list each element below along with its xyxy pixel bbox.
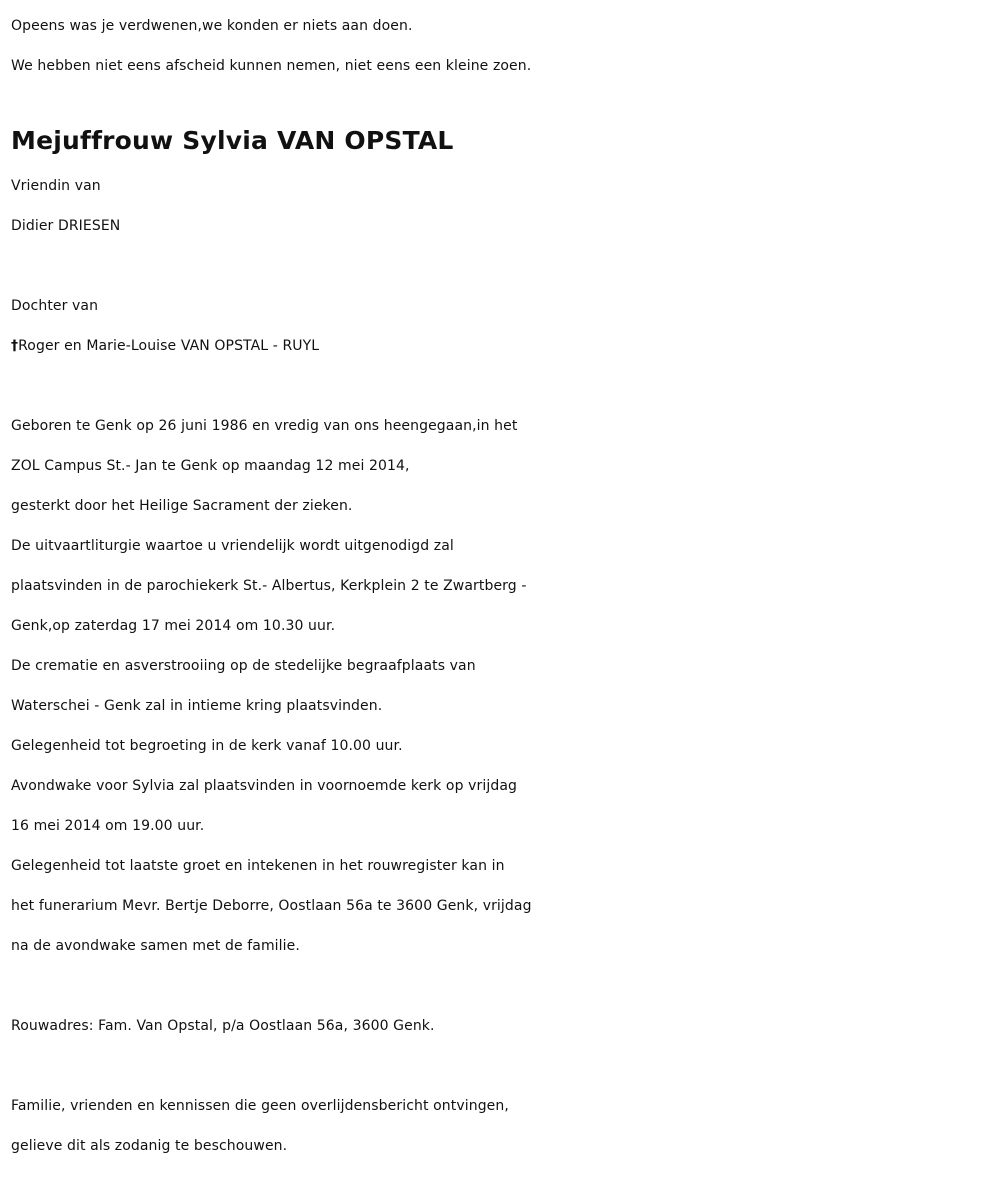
parents-line	[11, 326, 1000, 366]
mourning-address: Rouwadres: Fam. Van Opstal, p/a Oostlaan 56a, 3600 Genk.	[11, 1018, 435, 1034]
closing-line: gelieve dit als zodanig te beschouwen.	[11, 1138, 288, 1154]
detail-line: Genk,op zaterdag 17 mei 2014 om 10.30 uur.	[11, 618, 336, 634]
spacer	[11, 966, 1000, 1006]
closing-line: Familie, vrienden en kennissen die geen overlijdensbericht ontvingen,	[11, 1098, 509, 1114]
detail-line: het funerarium Mevr. Bertje Deborre, Oostlaan 56a te 3600 Genk, vrijdag	[11, 898, 532, 914]
spacer	[11, 246, 1000, 286]
detail-line: ZOL Campus St.- Jan te Genk op maandag 12 mei 2014,	[11, 458, 410, 474]
poem-line: We hebben niet eens afscheid kunnen nemen, niet eens een kleine zoen.	[11, 58, 532, 74]
friend-label: Vriendin van	[11, 178, 101, 194]
daughter-label: Dochter van	[11, 298, 99, 314]
spacer	[11, 1046, 1000, 1086]
closing-note	[11, 1086, 1000, 1166]
cross-icon: †	[11, 338, 19, 354]
detail-line: De crematie en asverstrooiing op de stedelijke begraafplaats van	[11, 658, 476, 674]
poem-line: Opeens was je verdwenen,we konden er niets aan doen.	[11, 18, 413, 34]
parents-names: Roger en Marie-Louise VAN OPSTAL - RUYL	[18, 338, 320, 354]
detail-line: Gelegenheid tot laatste groet en intekenen in het rouwregister kan in	[11, 858, 505, 874]
funeral-details	[11, 406, 1000, 966]
detail-line: Gelegenheid tot begroeting in de kerk vanaf 10.00 uur.	[11, 738, 403, 754]
detail-line: 16 mei 2014 om 19.00 uur.	[11, 818, 205, 834]
detail-line: Waterschei - Genk zal in intieme kring plaatsvinden.	[11, 698, 383, 714]
detail-line: plaatsvinden in de parochiekerk St.- Albertus, Kerkplein 2 te Zwartberg -	[11, 578, 527, 594]
spacer	[11, 366, 1000, 406]
friend-name: Didier DRIESEN	[11, 218, 121, 234]
detail-line: na de avondwake samen met de familie.	[11, 938, 300, 954]
deceased-name: Mejuffrouw Sylvia VAN OPSTAL	[11, 126, 454, 155]
detail-line: gesterkt door het Heilige Sacrament der zieken.	[11, 498, 353, 514]
poem	[11, 6, 1000, 86]
detail-line: De uitvaartliturgie waartoe u vriendelijk wordt uitgenodigd zal	[11, 538, 454, 554]
detail-line: Geboren te Genk op 26 juni 1986 en vredig van ons heengegaan,in het	[11, 418, 518, 434]
detail-line: Avondwake voor Sylvia zal plaatsvinden in voornoemde kerk op vrijdag	[11, 778, 518, 794]
relations	[11, 166, 1000, 366]
